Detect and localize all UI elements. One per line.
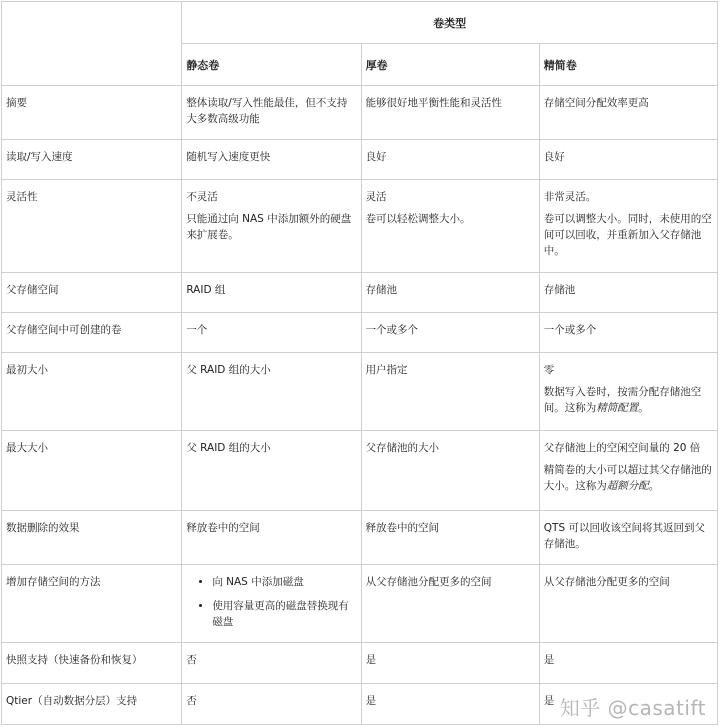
cell-text: 父存储池上的空闲空间量的 20 倍 <box>543 442 701 454</box>
table-cell <box>361 86 539 140</box>
table-cell <box>361 643 539 684</box>
table-cell <box>539 643 717 684</box>
cell-text: 一个或多个 <box>365 324 419 336</box>
cell-text-part: 精简卷的大小可以超过其父存储池的大小。这称为 <box>543 464 712 492</box>
table-row <box>2 180 718 273</box>
table-cell <box>182 431 361 511</box>
cell-text: 是 <box>365 695 377 707</box>
cell-text: 存储池 <box>543 284 576 296</box>
table-row <box>2 313 718 353</box>
row-label: 最大大小 <box>2 431 182 511</box>
cell-text-part: 数据写入卷时，按需分配存储池空间。这称为 <box>543 386 702 414</box>
cell-text-part: 。 <box>638 402 649 414</box>
table-cell <box>539 86 717 140</box>
table-cell <box>182 86 361 140</box>
cell-text: 存储空间分配效率更高 <box>543 97 649 109</box>
row-label: 增加存储空间的方法 <box>2 565 182 643</box>
term-emphasis: 精简配置 <box>596 402 639 414</box>
table-row <box>2 140 718 180</box>
cell-text: 是 <box>543 654 555 666</box>
table-cell <box>361 140 539 180</box>
cell-text: 非常灵活。 <box>543 191 597 203</box>
table-cell <box>182 643 361 684</box>
table-cell <box>182 565 361 643</box>
cell-text: 良好 <box>543 151 565 163</box>
cell-text: 从父存储池分配更多的空间 <box>543 576 670 588</box>
table-cell <box>182 353 361 431</box>
cell-text: 存储池 <box>365 284 398 296</box>
table-cell <box>361 313 539 353</box>
table-row <box>2 643 718 684</box>
table-row <box>2 565 718 643</box>
table-cell <box>182 684 361 725</box>
cell-text <box>544 384 713 416</box>
table-cell <box>539 353 717 431</box>
cell-text: 释放卷中的空间 <box>365 522 440 534</box>
table-cell <box>361 684 539 725</box>
table-cell <box>361 431 539 511</box>
cell-text: 随机写入速度更快 <box>186 151 271 163</box>
cell-text: 父存储池的大小 <box>365 442 440 454</box>
row-label: 读取/写入速度 <box>2 140 182 180</box>
cell-text: 一个 <box>186 324 208 336</box>
cell-text: 零 <box>543 364 555 376</box>
cell-text: 是 <box>365 654 377 666</box>
table-cell <box>539 511 717 565</box>
table-cell <box>361 565 539 643</box>
cell-text: RAID 组 <box>186 284 226 296</box>
cell-text: 用户指定 <box>365 364 408 376</box>
table-cell <box>361 353 539 431</box>
table-cell <box>182 273 361 313</box>
row-label: 灵活性 <box>2 180 182 273</box>
cell-text-part: 。 <box>648 480 660 492</box>
table-cell <box>361 180 539 273</box>
cell-text: 只能通过向 NAS 中添加额外的硬盘来扩展卷。 <box>186 213 352 241</box>
cell-text: 良好 <box>365 151 387 163</box>
table-cell <box>182 180 361 273</box>
table-row <box>2 511 718 565</box>
table-row <box>2 431 718 511</box>
table-cell <box>539 273 717 313</box>
watermark: 知乎 @casatift <box>559 696 706 720</box>
corner-cell <box>2 2 182 86</box>
col-header-thick: 厚卷 <box>361 44 539 86</box>
table-cell <box>182 313 361 353</box>
row-label: 最初大小 <box>2 353 182 431</box>
row-label: 父存储空间 <box>2 273 182 313</box>
table-row <box>2 273 718 313</box>
row-label: Qtier（自动数据分层）支持 <box>2 684 182 725</box>
cell-text: 否 <box>186 654 197 666</box>
table-cell <box>182 140 361 180</box>
cell-text: 整体读取/写入性能最佳，但不支持大多数高级功能 <box>186 97 348 125</box>
cell-text: 卷可以轻松调整大小。 <box>365 213 471 225</box>
table-row <box>2 353 718 431</box>
header-row-group <box>2 2 718 44</box>
cell-text: 从父存储池分配更多的空间 <box>365 576 492 588</box>
cell-text: QTS 可以回收该空间将其返回到父存储池。 <box>543 522 705 550</box>
table-cell <box>539 140 717 180</box>
cell-text <box>544 462 713 494</box>
cell-text: 释放卷中的空间 <box>186 522 260 534</box>
row-label: 摘要 <box>2 86 182 140</box>
table-cell <box>539 431 717 511</box>
cell-text: 父 RAID 组的大小 <box>186 364 271 376</box>
cell-text: 是 <box>543 695 555 707</box>
table-cell <box>361 511 539 565</box>
table-row <box>2 86 718 140</box>
cell-text: 灵活 <box>365 191 387 203</box>
row-label: 数据删除的效果 <box>2 511 182 565</box>
table-cell <box>539 180 717 273</box>
method-list <box>186 574 356 630</box>
table-cell <box>182 511 361 565</box>
group-header: 卷类型 <box>182 2 718 44</box>
list-item: • 使用容量更高的磁盘替换现有磁盘 <box>212 598 356 630</box>
table-cell <box>361 273 539 313</box>
table-cell <box>539 565 717 643</box>
cell-text: 卷可以调整大小。同时，未使用的空间可以回收，并重新加入父存储池中。 <box>543 213 712 257</box>
cell-text: 一个或多个 <box>543 324 597 336</box>
cell-text: 否 <box>186 695 197 707</box>
row-label: 父存储空间中可创建的卷 <box>2 313 182 353</box>
volume-type-comparison-table <box>1 1 718 725</box>
cell-text: 能够很好地平衡性能和灵活性 <box>365 97 503 109</box>
term-emphasis: 超额分配 <box>606 480 649 492</box>
cell-text: 父 RAID 组的大小 <box>186 442 271 454</box>
cell-text: 不灵活 <box>186 191 218 203</box>
col-header-thin: 精简卷 <box>539 44 717 86</box>
row-label: 快照支持（快速备份和恢复） <box>2 643 182 684</box>
col-header-static: 静态卷 <box>182 44 361 86</box>
list-item: • 向 NAS 中添加磁盘 <box>212 574 356 590</box>
table-cell <box>539 313 717 353</box>
